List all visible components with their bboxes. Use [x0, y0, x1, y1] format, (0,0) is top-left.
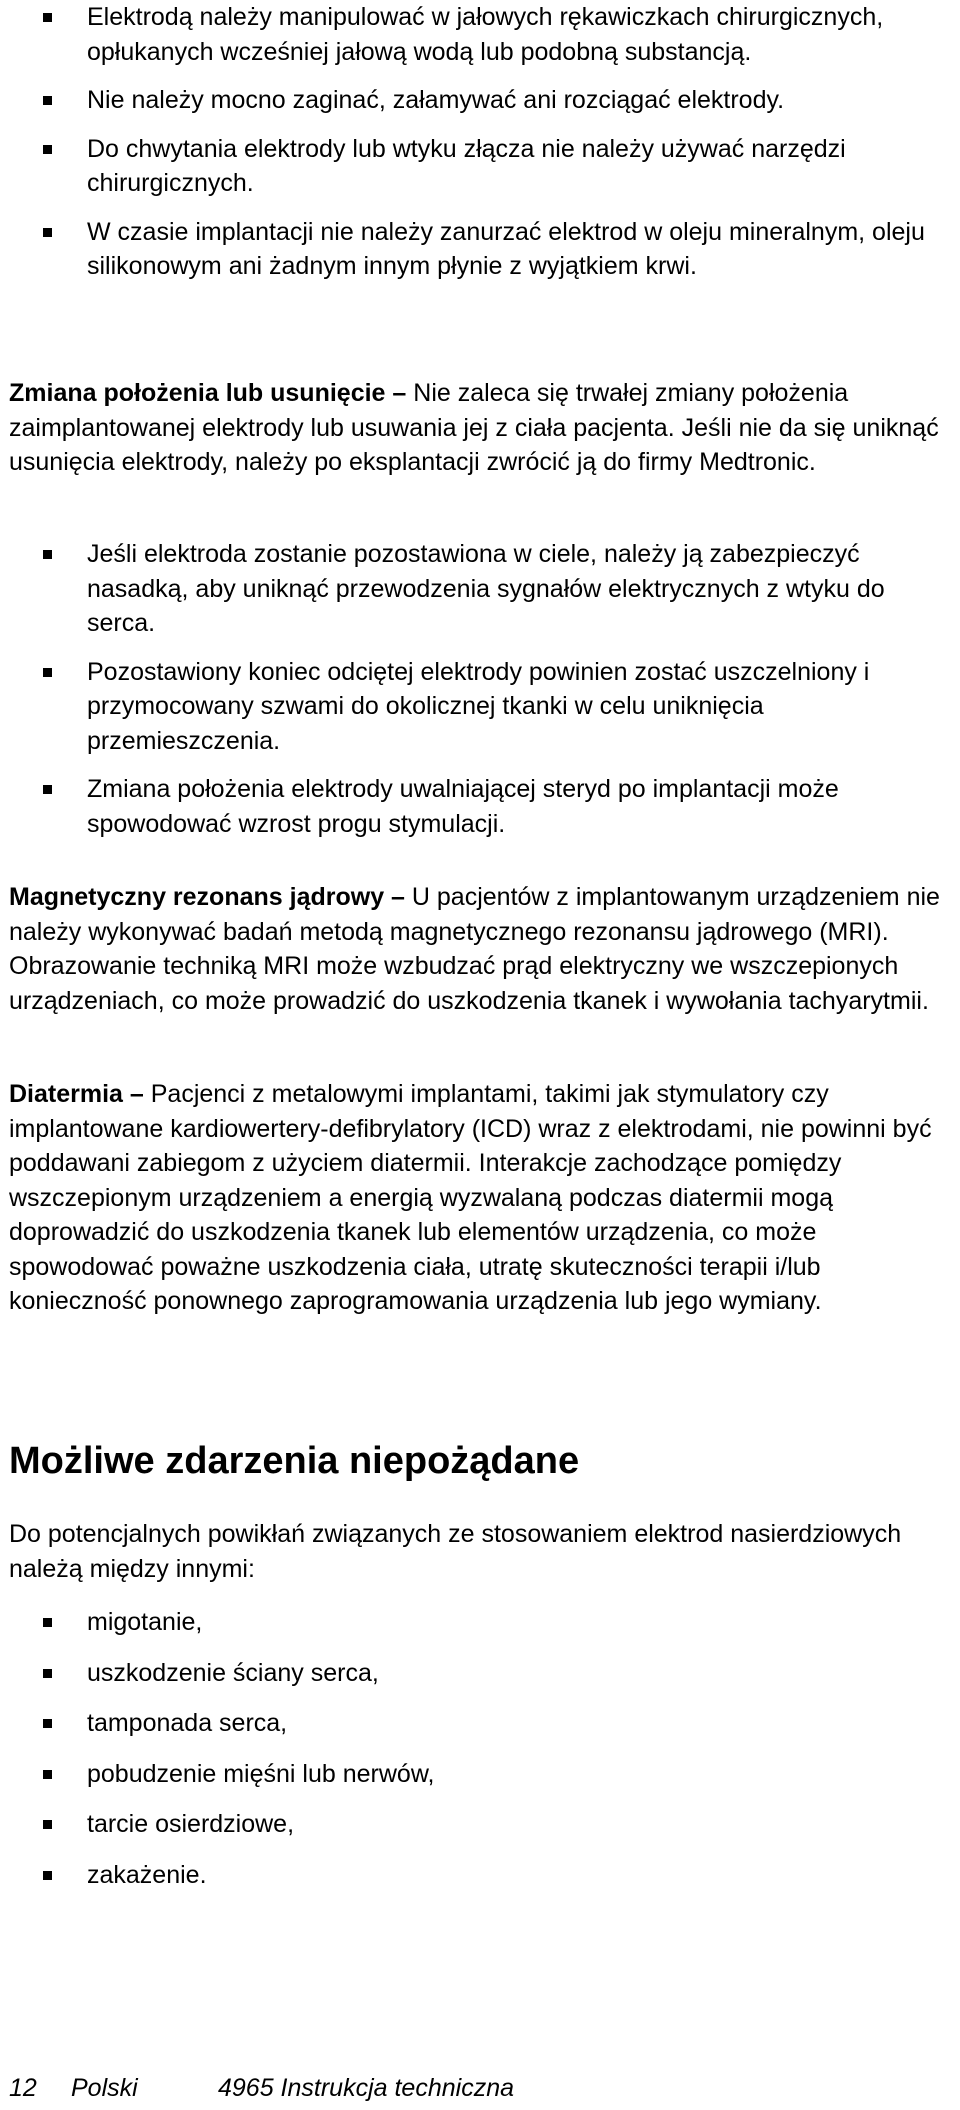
bullet-text: Elektrodą należy manipulować w jałowych rękawiczkach chirurgicznych, opłukanych wcześniej jałową wodą lub podobną substancją.	[87, 3, 884, 66]
diathermy-lead: Diatermia –	[9, 1080, 144, 1108]
bullet-text: W czasie implantacji nie należy zanurzać elektrod w oleju mineralnym, oleju silikonowym ani żadnym innym płynie z wyjątkiem krwi.	[87, 217, 925, 280]
square-bullet-icon	[43, 1669, 52, 1678]
square-bullet-icon	[43, 1618, 52, 1627]
square-bullet-icon	[43, 145, 52, 154]
page-number: 12	[9, 2074, 37, 2102]
section-heading: Możliwe zdarzenia niepożądane	[9, 1440, 580, 1482]
relocation-lead: Zmiana położenia lub usunięcie –	[9, 379, 407, 407]
handling-bullets	[9, 0, 954, 284]
mri-text: U pacjentów z implantowanym urządzeniem nie należy wykonywać badań metodą magnetycznego rezonansu jądrowego (MRI). Obrazowanie techniką MRI może wzbudzać prąd elektryczny we wszczepionych urządzeniach, co może prowadzić do uszkodzenia tkanek i wywołania tachyarytmii.	[9, 883, 940, 1015]
bullet-text: Jeśli elektroda zostanie pozostawiona w ciele, należy ją zabezpieczyć nasadką, aby uniknąć przewodzenia sygnałów elektrycznych z wtyku do serca.	[87, 540, 885, 637]
bullet-text: Pozostawiony koniec odciętej elektrody powinien zostać uszczelniony i przymocowany szwami do okolicznej tkanki w celu uniknięcia przemieszczenia.	[87, 657, 870, 755]
square-bullet-icon	[43, 1719, 52, 1728]
bullet-text: Nie należy mocno zaginać, załamywać ani rozciągać elektrody.	[87, 86, 785, 114]
list-item	[9, 1605, 954, 1640]
square-bullet-icon	[43, 785, 52, 794]
bullet-text: migotanie,	[87, 1608, 203, 1636]
list-item	[9, 655, 954, 759]
list-item	[9, 772, 954, 841]
diathermy-text: Pacjenci z metalowymi implantami, takimi jak stymulatory czy implantowane kardiowertery-defibrylatory (ICD) wraz z elektrodami, nie powinni być poddawani zabiegom z użyciem diatermii. Interakcje zachodzące pomiędzy wszczepionym urządzeniem a energią wyzwalaną podczas diatermii mogą doprowadzić do uszkodzenia tkanek lub elementów urządzenia, co może spowodować poważne uszkodzenia ciała, utratę skuteczności terapii i/lub konieczność ponownego zaprogramowania urządzenia lub jego wymiany.	[9, 1080, 932, 1315]
bullet-text: tarcie osierdziowe,	[87, 1810, 295, 1838]
diathermy-paragraph	[9, 1077, 954, 1319]
square-bullet-icon	[43, 96, 52, 105]
adverse-bullets	[9, 1605, 954, 1892]
square-bullet-icon	[43, 1871, 52, 1880]
list-item	[9, 537, 954, 641]
square-bullet-icon	[43, 1820, 52, 1829]
square-bullet-icon	[43, 1770, 52, 1779]
list-item	[9, 0, 954, 69]
relocation-paragraph	[9, 376, 954, 480]
list-item	[9, 1858, 954, 1893]
bullet-text: pobudzenie mięśni lub nerwów,	[87, 1759, 435, 1788]
adverse-intro: Do potencjalnych powikłań związanych ze stosowaniem elektrod nasierdziowych należą między innymi:	[9, 1520, 902, 1583]
bullet-text: Do chwytania elektrody lub wtyku złącza nie należy używać narzędzi chirurgicznych.	[87, 134, 846, 197]
list-item	[9, 215, 954, 284]
list-item	[9, 1706, 954, 1741]
list-item	[9, 1656, 954, 1691]
relocation-bullets	[9, 537, 954, 841]
bullet-text: uszkodzenie ściany serca,	[87, 1658, 379, 1687]
square-bullet-icon	[43, 550, 52, 559]
list-item	[9, 1807, 954, 1842]
list-item	[9, 83, 954, 118]
list-item	[9, 1757, 954, 1792]
square-bullet-icon	[43, 228, 52, 237]
bullet-text: zakażenie.	[87, 1860, 207, 1889]
mri-lead: Magnetyczny rezonans jądrowy –	[9, 883, 405, 911]
mri-paragraph	[9, 880, 954, 1018]
list-item	[9, 132, 954, 201]
page-footer	[9, 2073, 514, 2103]
bullet-text: tamponada serca,	[87, 1709, 288, 1737]
square-bullet-icon	[43, 13, 52, 22]
square-bullet-icon	[43, 668, 52, 677]
relocation-text: Nie zaleca się trwałej zmiany położenia zaimplantowanej elektrody lub usuwania jej z ciała pacjenta. Jeśli nie da się uniknąć usunięcia elektrody, należy po eksplantacji zwrócić ją do firmy Medtronic.	[9, 379, 939, 476]
footer-document-title: 4965 Instrukcja techniczna	[218, 2074, 515, 2102]
bullet-text: Zmiana położenia elektrody uwalniającej steryd po implantacji może spowodować wzrost progu stymulacji.	[87, 775, 839, 838]
footer-language: Polski	[71, 2074, 138, 2102]
